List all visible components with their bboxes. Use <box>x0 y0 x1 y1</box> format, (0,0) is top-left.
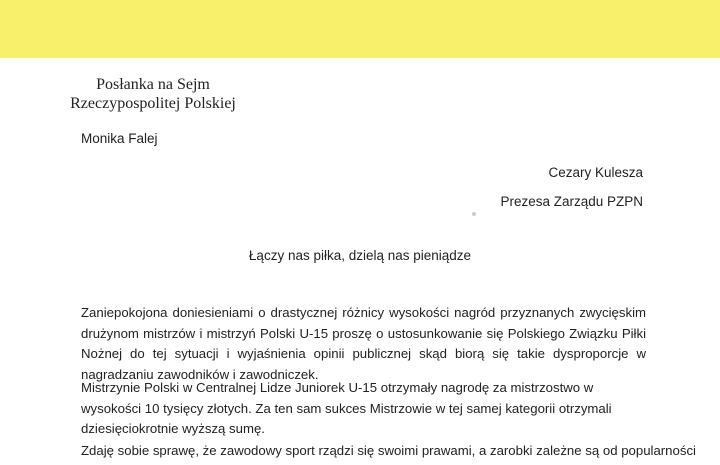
letterhead <box>58 75 248 113</box>
sender-name: Monika Falej <box>81 131 158 146</box>
body-paragraph: Zaniepokojona doniesieniami o drastycznej różnicy wysokości nagród przyznanych zwycięskim drużynom mistrzów i mistrzyń Polski U-15 proszę o ustosunkowanie się Polskiego Związku Piłki Nożnej do tej sytuacji i wyjaśnienia opinii publicznej skąd biorą się takie dysproporcje w nagradzaniu zawodników i zawodniczek. <box>81 305 646 382</box>
letterhead-color-bar <box>0 0 720 58</box>
recipient-name: Cezary Kulesza <box>548 165 643 180</box>
body-paragraph: Mistrzynie Polski w Centralnej Lidze Juniorek U-15 otrzymały nagrodę za mistrzostwo w wysokości 10 tysięcy złotych. Za ten sam sukces Mistrzowie w tej samej kategorii otrzymali dziesięciokrotnie wyższą sumę. <box>81 380 612 436</box>
recipient-title: Prezesa Zarządu PZPN <box>500 194 643 209</box>
letter-subject: Łączy nas piłka, dzielą nas pieniądze <box>248 248 472 263</box>
body-paragraph: Zdaję sobie sprawę, że zawodowy sport rządzi się swoimi prawami, a zarobki zależne są od popularności <box>81 443 696 458</box>
letterhead-line-1: Posłanka na Sejm <box>96 76 210 93</box>
scan-speck <box>472 212 476 216</box>
letterhead-line-2: Rzeczypospolitej Polskiej <box>70 95 236 112</box>
